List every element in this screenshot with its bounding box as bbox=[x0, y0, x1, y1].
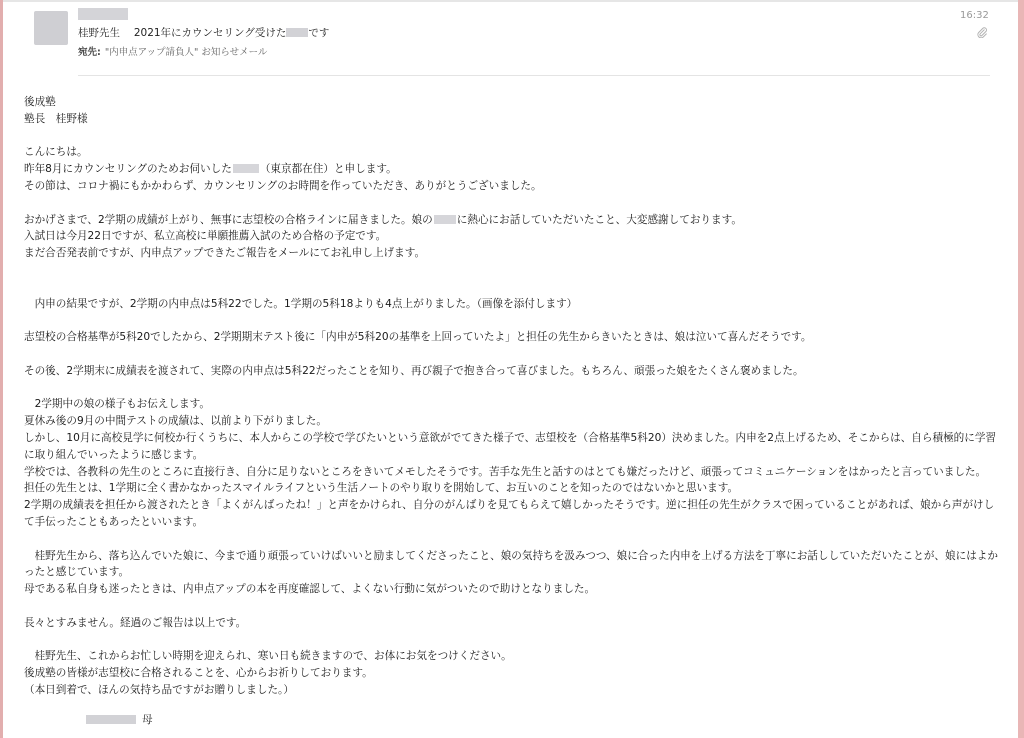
addressee-block bbox=[24, 94, 999, 128]
report-paragraph bbox=[24, 212, 999, 262]
body-line: 内申の結果ですが、2学期の内申点は5科22でした。1学期の5科18よりも4点上がりました。（画像を添付します） bbox=[24, 297, 578, 310]
body-line: 母である私自身も迷ったときは、内申点アップの本を再度確認して、よくない行動に気がついたので助けとなりました。 bbox=[24, 583, 596, 596]
email-body bbox=[24, 94, 999, 715]
body-line: その節は、コロナ禍にもかかわらず、カウンセリングのお時間を作っていただき、ありがとうございました。 bbox=[24, 179, 542, 192]
body-line bbox=[24, 212, 999, 229]
body-text-span: （東京都在住）と申します。 bbox=[259, 163, 397, 176]
body-line: （本日到着で、ほんの気持ち品ですがお贈りしました。） bbox=[24, 683, 294, 696]
addressee-line: 塾長 桂野様 bbox=[24, 112, 88, 125]
body-line: 後成塾の皆様が志望校に合格されることを、心からお祈りしております。 bbox=[24, 667, 373, 680]
body-line: 夏休み後の9月の中間テストの成績は、以前より下がりました。 bbox=[24, 415, 327, 428]
recipient-value[interactable]: "内申点アップ請負人" お知らせメール bbox=[104, 47, 268, 58]
report-card-paragraph bbox=[24, 363, 999, 380]
window-left-border bbox=[0, 0, 3, 738]
body-line: こんにちは。 bbox=[24, 146, 88, 159]
body-line: 桂野先生から、落ち込んでいた娘に、今まで通り頑張っていけばいいと励ましてくださったこと、娘の気持ちを汲みつつ、娘に合った内申を上げる方法を丁寧にお話ししていただいたことが、娘にはよかったと感じています。 bbox=[24, 549, 998, 579]
signature-text: 母 bbox=[142, 714, 153, 726]
closing-paragraph bbox=[24, 615, 999, 632]
email-subject bbox=[78, 25, 329, 40]
redacted-name bbox=[86, 715, 136, 724]
redacted-name bbox=[434, 215, 456, 224]
result-paragraph bbox=[24, 296, 999, 313]
body-line: まだ合否発表前ですが、内申点アップできたご報告をメールにてお礼申し上げます。 bbox=[24, 247, 426, 260]
paperclip-icon[interactable] bbox=[976, 26, 988, 38]
body-line: しかし、10月に高校見学に何校か行くうちに、本人からこの学校で学びたいという意欲がでてきた様子で、志望校を（合格基準5科20）決めました。内申を2点上げるため、そこからは、自ら積極的に学習に取り組んでいったように感じます。 bbox=[24, 431, 997, 461]
body-line: その後、2学期末に成績表を渡されて、実際の内申点は5科22だったことを知り、再び親子で抱き合って喜びました。もちろん、頑張った娘をたくさん褒めました。 bbox=[24, 364, 804, 377]
body-line: 2学期中の娘の様子もお伝えします。 bbox=[24, 398, 210, 411]
body-line: 入試日は今月22日ですが、私立高校に単願推薦入試のため合格の予定です。 bbox=[24, 230, 387, 243]
subject-prefix: 桂野先生 2021年にカウンセリング受けた bbox=[78, 27, 287, 39]
addressee-line: 後成塾 bbox=[24, 96, 56, 108]
body-line: 学校では、各教科の先生のところに直接行き、自分に足りないところをきいてメモしたそうです。苦手な先生と話すのはとても嫌だったけど、頑張ってコミュニケーションをはかったと言っていました。 bbox=[24, 465, 987, 478]
body-text-span: に熱心にお話していただいたこと、大変感謝しております。 bbox=[456, 213, 742, 226]
body-line: 志望校の合格基準が5科20でしたから、2学期期末テスト後に「内申が5科20の基準を上回っていたよ」と担任の先生からきいたときは、娘は泣いて喜んだそうです。 bbox=[24, 331, 812, 344]
signature bbox=[86, 712, 153, 727]
sender-name-redacted bbox=[78, 8, 128, 20]
subject-suffix: です bbox=[308, 27, 330, 39]
greeting-paragraph bbox=[24, 144, 999, 194]
body-line: 担任の先生とは、1学期に全く書かなかったスマイルライフという生活ノートのやり取りを開始して、お互いのことを知ったのではないかと思います。 bbox=[24, 482, 739, 495]
daughter-progress-paragraph bbox=[24, 396, 999, 530]
criteria-paragraph bbox=[24, 329, 999, 346]
body-line: 桂野先生、これからお忙しい時期を迎えられ、寒い日も続きますので、お体にお気をつけください。 bbox=[24, 650, 512, 663]
redacted-name bbox=[233, 164, 259, 173]
recipient-line bbox=[78, 44, 267, 58]
body-text-span: 昨年8月にカウンセリングのためお伺いした bbox=[24, 163, 232, 176]
header-divider bbox=[78, 75, 990, 76]
body-line bbox=[24, 161, 999, 178]
farewell-paragraph bbox=[24, 648, 999, 698]
blank-line bbox=[24, 279, 999, 296]
email-time: 16:32 bbox=[960, 10, 989, 21]
window-top-border bbox=[0, 0, 1024, 2]
body-text-span: おかげさまで、2学期の成績が上がり、無事に志望校の合格ラインに届きました。娘の bbox=[24, 213, 433, 226]
sender-avatar[interactable] bbox=[34, 11, 68, 45]
to-label: 宛先: bbox=[78, 47, 101, 58]
body-line: 長々とすみません。経過のご報告は以上です。 bbox=[24, 616, 247, 629]
thanks-paragraph bbox=[24, 548, 999, 598]
redacted-name bbox=[286, 28, 308, 37]
body-line: 2学期の成績表を担任から渡されたとき「よくがんばったね！」と声をかけられ、自分のがんばりを見てもらえて嬉しかったそうです。逆に担任の先生がクラスで困っていることがあれば、娘から声がけして手伝ったこともあったといいます。 bbox=[24, 499, 995, 528]
window-right-border bbox=[1018, 0, 1024, 738]
